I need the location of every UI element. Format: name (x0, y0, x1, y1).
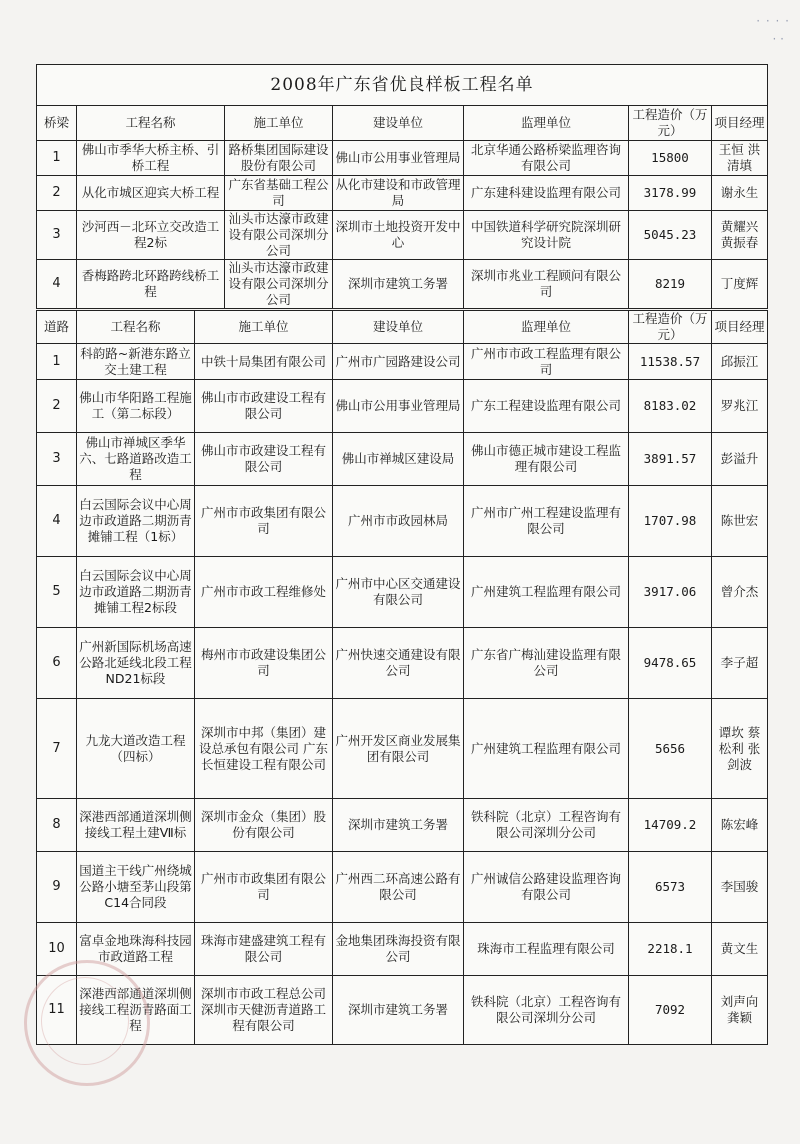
cell-supervisor: 广州诚信公路建设监理咨询有限公司 (464, 852, 629, 923)
cell-owner: 广州市市政园林局 (333, 486, 464, 557)
cell-manager: 黄耀兴 黄振春 (712, 211, 768, 260)
cell-owner: 佛山市公用事业管理局 (333, 380, 464, 433)
cell-supervisor: 广东工程建设监理有限公司 (464, 380, 629, 433)
cell-cost: 5656 (629, 699, 712, 799)
cell-owner: 广州西二环高速公路有限公司 (333, 852, 464, 923)
cell-no: 2 (37, 380, 77, 433)
cell-owner: 深圳市建筑工务署 (333, 976, 464, 1045)
cell-contractor: 汕头市达濠市政建设有限公司深圳分公司 (225, 260, 333, 309)
header-category: 道路 (37, 311, 77, 344)
cell-owner: 从化市建设和市政管理局 (333, 176, 464, 211)
cell-no: 7 (37, 699, 77, 799)
table-row (37, 557, 768, 628)
cell-supervisor: 珠海市工程监理有限公司 (464, 923, 629, 976)
cell-manager: 曾介杰 (712, 557, 768, 628)
table-row (37, 176, 768, 211)
cell-manager: 王恒 洪清填 (712, 141, 768, 176)
cell-manager: 彭溢升 (712, 433, 768, 486)
table-row (37, 486, 768, 557)
cell-name: 白云国际会议中心周边市政道路二期沥青摊铺工程2标段 (77, 557, 195, 628)
cell-owner: 深圳市土地投资开发中心 (333, 211, 464, 260)
cell-owner: 金地集团珠海投资有限公司 (333, 923, 464, 976)
table-row (37, 344, 768, 380)
cell-manager: 李国骏 (712, 852, 768, 923)
cell-supervisor: 中国铁道科学研究院深圳研究设计院 (464, 211, 629, 260)
cell-name: 深港西部通道深圳侧接线工程沥青路面工程 (77, 976, 195, 1045)
header-name: 工程名称 (77, 106, 225, 141)
cell-manager: 陈宏峰 (712, 799, 768, 852)
corner-mark-2: · · (772, 32, 784, 46)
cell-supervisor: 广东省广梅汕建设监理有限公司 (464, 628, 629, 699)
cell-supervisor: 广州市市政工程监理有限公司 (464, 344, 629, 380)
table-row (37, 923, 768, 976)
table-row (37, 433, 768, 486)
header-category: 桥梁 (37, 106, 77, 141)
seal-inner-ring (41, 977, 129, 1065)
table-row (37, 852, 768, 923)
cell-name: 深港西部通道深圳侧接线工程土建Ⅶ标 (77, 799, 195, 852)
cell-cost: 9478.65 (629, 628, 712, 699)
cell-contractor: 汕头市达濠市政建设有限公司深圳分公司 (225, 211, 333, 260)
table-title: 2008年广东省优良样板工程名单 (37, 65, 768, 106)
cell-contractor: 深圳市金众（集团）股份有限公司 (195, 799, 333, 852)
cell-name: 佛山市华阳路工程施工（第二标段） (77, 380, 195, 433)
bridge-table (36, 64, 768, 309)
table-row (37, 380, 768, 433)
cell-manager: 丁度辉 (712, 260, 768, 309)
cell-no: 9 (37, 852, 77, 923)
cell-no: 4 (37, 260, 77, 309)
cell-cost: 1707.98 (629, 486, 712, 557)
cell-manager: 刘声向 龚颖 (712, 976, 768, 1045)
cell-no: 1 (37, 141, 77, 176)
cell-manager: 陈世宏 (712, 486, 768, 557)
cell-name: 富卓金地珠海科技园市政道路工程 (77, 923, 195, 976)
cell-cost: 7092 (629, 976, 712, 1045)
table-row (37, 260, 768, 309)
cell-no: 4 (37, 486, 77, 557)
road-rows (37, 344, 768, 1045)
table-row (37, 211, 768, 260)
cell-cost: 11538.57 (629, 344, 712, 380)
cell-supervisor: 广州建筑工程监理有限公司 (464, 699, 629, 799)
cell-owner: 佛山市公用事业管理局 (333, 141, 464, 176)
cell-contractor: 广州市市政工程维修处 (195, 557, 333, 628)
header-cost: 工程造价（万元） (629, 311, 712, 344)
header-contractor: 施工单位 (225, 106, 333, 141)
cell-supervisor: 深圳市兆业工程顾问有限公司 (464, 260, 629, 309)
cell-no: 3 (37, 433, 77, 486)
cell-supervisor: 佛山市德正城市建设工程监理有限公司 (464, 433, 629, 486)
seal-stamp (24, 960, 150, 1086)
bridge-rows (37, 141, 768, 309)
cell-cost: 2218.1 (629, 923, 712, 976)
cell-contractor: 梅州市市政建设集团公司 (195, 628, 333, 699)
cell-contractor: 中铁十局集团有限公司 (195, 344, 333, 380)
cell-owner: 深圳市建筑工务署 (333, 260, 464, 309)
cell-no: 5 (37, 557, 77, 628)
header-name: 工程名称 (77, 311, 195, 344)
cell-manager: 李子超 (712, 628, 768, 699)
header-contractor: 施工单位 (195, 311, 333, 344)
cell-owner: 广州快速交通建设有限公司 (333, 628, 464, 699)
cell-contractor: 广东省基础工程公司 (225, 176, 333, 211)
cell-cost: 8219 (629, 260, 712, 309)
cell-name: 九龙大道改造工程（四标） (77, 699, 195, 799)
cell-cost: 8183.02 (629, 380, 712, 433)
cell-supervisor: 广东建科建设监理有限公司 (464, 176, 629, 211)
cell-name: 香梅路跨北环路跨线桥工程 (77, 260, 225, 309)
cell-supervisor: 铁科院（北京）工程咨询有限公司深圳分公司 (464, 976, 629, 1045)
header-supervisor: 监理单位 (464, 106, 629, 141)
cell-supervisor: 广州建筑工程监理有限公司 (464, 557, 629, 628)
header-manager: 项目经理 (712, 106, 768, 141)
cell-cost: 3178.99 (629, 176, 712, 211)
cell-no: 3 (37, 211, 77, 260)
cell-contractor: 广州市市政集团有限公司 (195, 852, 333, 923)
cell-name: 从化市城区迎宾大桥工程 (77, 176, 225, 211)
cell-manager: 黄文生 (712, 923, 768, 976)
cell-cost: 3891.57 (629, 433, 712, 486)
cell-owner: 广州市中心区交通建设有限公司 (333, 557, 464, 628)
table-row (37, 628, 768, 699)
cell-cost: 6573 (629, 852, 712, 923)
header-owner: 建设单位 (333, 106, 464, 141)
cell-cost: 5045.23 (629, 211, 712, 260)
header-cost: 工程造价（万元） (629, 106, 712, 141)
header-owner: 建设单位 (333, 311, 464, 344)
table-row (37, 699, 768, 799)
cell-contractor: 珠海市建盛建筑工程有限公司 (195, 923, 333, 976)
cell-owner: 广州市广园路建设公司 (333, 344, 464, 380)
cell-contractor: 佛山市市政建设工程有限公司 (195, 380, 333, 433)
cell-contractor: 佛山市市政建设工程有限公司 (195, 433, 333, 486)
table-row (37, 141, 768, 176)
cell-owner: 佛山市禅城区建设局 (333, 433, 464, 486)
cell-no: 6 (37, 628, 77, 699)
cell-name: 佛山市禅城区季华六、七路道路改造工程 (77, 433, 195, 486)
header-supervisor: 监理单位 (464, 311, 629, 344)
cell-manager: 邱振江 (712, 344, 768, 380)
cell-name: 佛山市季华大桥主桥、引桥工程 (77, 141, 225, 176)
cell-name: 国道主干线广州绕城公路小塘至茅山段第C14合同段 (77, 852, 195, 923)
cell-owner: 广州开发区商业发展集团有限公司 (333, 699, 464, 799)
table-row (37, 799, 768, 852)
cell-no: 8 (37, 799, 77, 852)
cell-no: 11 (37, 976, 77, 1045)
cell-supervisor: 铁科院（北京）工程咨询有限公司深圳分公司 (464, 799, 629, 852)
cell-manager: 罗兆江 (712, 380, 768, 433)
cell-cost: 15800 (629, 141, 712, 176)
cell-no: 2 (37, 176, 77, 211)
cell-no: 10 (37, 923, 77, 976)
cell-contractor: 深圳市中邦（集团）建设总承包有限公司 广东长恒建设工程有限公司 (195, 699, 333, 799)
cell-contractor: 深圳市市政工程总公司 深圳市天健沥青道路工程有限公司 (195, 976, 333, 1045)
cell-supervisor: 北京华通公路桥梁监理咨询有限公司 (464, 141, 629, 176)
cell-supervisor: 广州市广州工程建设监理有限公司 (464, 486, 629, 557)
cell-name: 科韵路~新港东路立交土建工程 (77, 344, 195, 380)
header-manager: 项目经理 (712, 311, 768, 344)
cell-manager: 谭坎 蔡松利 张剑波 (712, 699, 768, 799)
cell-name: 广州新国际机场高速公路北延线北段工程ND21标段 (77, 628, 195, 699)
corner-mark: · · · · (756, 14, 790, 28)
cell-cost: 14709.2 (629, 799, 712, 852)
cell-name: 沙河西－北环立交改造工程2标 (77, 211, 225, 260)
cell-contractor: 广州市市政集团有限公司 (195, 486, 333, 557)
cell-name: 白云国际会议中心周边市政道路二期沥青摊铺工程（1标） (77, 486, 195, 557)
cell-owner: 深圳市建筑工务署 (333, 799, 464, 852)
road-table (36, 310, 768, 1045)
cell-cost: 3917.06 (629, 557, 712, 628)
cell-no: 1 (37, 344, 77, 380)
cell-contractor: 路桥集团国际建设股份有限公司 (225, 141, 333, 176)
cell-manager: 谢永生 (712, 176, 768, 211)
